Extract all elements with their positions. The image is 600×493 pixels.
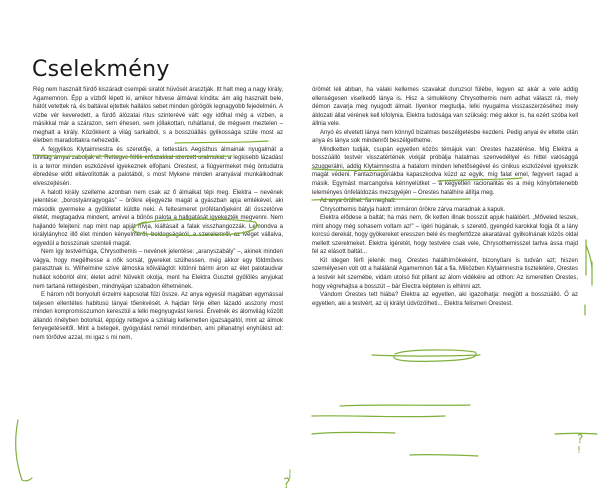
paragraph: A fejgyilkos Klytaimnestra és szeretője, a tettestárs Aegisthus álmainak nyugalmát a túlvilág árnyai zaboljak el. Rettegve féltik erőszakkal szerzett uralmukat, a legkisebb lázadást is a terror minden eszközével igyekeznek elfojtani. Orestest, a fiúgyermeket még öntudatra ébredése előtt eltávolították a palotából, s most Mykene minden aranyával munkálkodnak elveszejtésén.: [33, 146, 283, 188]
paragraph: Az anya örülhet: fia meghalt.: [320, 198, 397, 205]
paragraph: A halott király szelleme azonban nem csak az ő álmaikat tépi meg. Elektra – nevének jelentése: „borostyánragyogás” – örökre eljegyezte magát a gyászban apja emlékével, aki második gyermeke a gyűlöletet küldte neki. A feltesimeret prófétanőjeként áll összetörve életét, megtagadva mindent, amivel a bűnös palota a hallgatását igyekezték megvenni. Nem hajlandó felejteni: nap mint nap apját hívja, kiáltásait a falak visszhangozzák. Lemondva a királylányhoz illő élet minden kényelméről, boldogságáról, a szerelemről, az ivéget vállalva, egyedül a bosszúnak szenteli magát.: [33, 189, 283, 247]
paragraph: Rég nem használt fürdő kiszáradt csempéi siratót hüvösét árasztják. Itt halt meg a nagy király, Agamemnon. Épp a vízből lépett ki, amikor hitvese álmával kíndita: ám alig használt bele, hátót vetettek rá, és baltával ejtettek hallálos sebet minden görögök legnagyobb fejedelmén. A vízbe vér keveredett, a fürdő álózatai ritus szinterévé vált: egy időhal még a vízben, a másikkal már a szárazon, sem éhesen, sem jóllakottan, ruhátlanul, de mégsem meztelen – meghalt a király. Közökkent a világ sarkaiból, s a bosszúállás gyilkossága szüle most az életben maradottakra nehezedik.: [33, 87, 283, 145]
underline-mark: [340, 405, 470, 406]
paragraph: Vándom Orestes tett hiába? Elektra az egyetlen, aki igazolhatja: megjött a bosszúálló. Ő az egyetlen, aki a testvért, az új királyt üdvözölheti... Elektra felismeri Orestest.: [312, 292, 578, 307]
margin-m-mark: [586, 240, 592, 285]
exclamation-mark: /: [286, 467, 294, 481]
left-column: [33, 86, 283, 342]
underline-mark: [312, 432, 395, 434]
paragraph: örömét leli abban, ha valaki kellemes szavakat duruzsol fülébe, legyen az akár a vele addig ellenségesen viselkedő lánya is. Hisz a simulékony Chrysothemis nem adhat választ rá, mely démon zavarja meg nyugodt álmait. Ilyenkor megtudja, lelki nyugalma visszaszerzéséhez mely áldozati állat vérének kell kifolynia. Elektra tudósága van szükség: még akkor is, ha ezért szóba kell állnia vele.: [312, 87, 578, 128]
paragraph: Anyó és elvetett lánya nem könnyű bizalmas beszélgetésbe kezdeni. Pedig anyai év eltelte után anya és lánya sok mindenről beszélgethetne.: [312, 129, 578, 145]
right-column: [312, 86, 578, 308]
question-mark: ?: [283, 476, 291, 492]
paragraph: Chrysothemis bátyja halott: immáron örökre zárva maradnak a kapuk.: [320, 206, 506, 213]
paragraph: Mindketten tudják, csupán egyetlen közös témájuk van: Orestes hazatérése. Míg Elektra a bosszúálló testvér visszatértének vixkját próbálja hatalmas szenvedéllyel és hittel valósággá szuggerálni, addig Klytaimnestra a hatalom minden lehetőségével és cinikus eszközével igyekszik magát védeni. Fantazmagóriákba kapaszkodva küzd az egyik, míg falat emel, fegyvert ragad a másik. Egymást marcangolva kénnyelütket – a kegyetlen racionalitás és a még könyörtelenebb leleményes önfeláldozás mezsgyéjén – Orestes halálhíre állítja meg.: [312, 146, 578, 196]
paragraph: Nem így testvérhúga, Chrysothemis – nevének jelentése: „aranyszabály” –, akinek minden vágya, hogy megélhesse a nők sorsát, gyereket szülhessen, még akkor egy földműves parasztnak is. Wilhelmine szíve álmoska kőiválágtól: kitűnni bármi áron az élet palotaudvar hulláot kóbórlól élni; életet adni! Növekít okolja, ment ha Elektra Gusztel gyűlölés anyjukat nem tartaná rettegésben, mindnyájan szabadon élhetnének.: [33, 249, 283, 290]
underline-mark: [555, 433, 597, 434]
underline-mark: [410, 455, 478, 456]
question-mark: ?: [577, 432, 584, 446]
circle-mark: [394, 350, 476, 361]
page-title: Cselekmény: [32, 56, 170, 82]
underline-mark: [312, 416, 445, 417]
bracket-tick-mark: [22, 478, 32, 481]
paragraph: Elektra elődese a baltát; ha más nem, ők ketten illnak bosszút apjuk halálóért. „Mőveled leszek, mint ahogy még sohasem voltam az!” – ígéri húgának, s szerető, gyengéd karokkal fogja őt a lány korcsú derekát, hogy gyökereket eresszen belé és megfertőzze akaratával: gyilkolnának közös oldal mellett szerelmeket. Elektra ígéretét, hogy testvére csak vele, Chrysothemisszel tartva ássa majd fel az elásott baltát...: [312, 215, 578, 256]
paragraph: E három nőt bonyolult érzelmi kapcsolat fűzi össze. Az anya egyesül magában egymással teljesen ellentétes habitusú lányai tőenkvését. A hajdan férje ellen lázadó asszony most minden kompromisszumon keresztül a lelki megnyugvást keresi. Érvelnék és álomvilág között állandó rinélyben botorkál, éppúgy rettegve a sziklaig kellemetlen igazságaitól, mint az álmok fenyegetéseitől. Mint a betegek, gyógyulást remél mindenben, ami pillanatnyi enyhülést ad: nem törődve azzal, mi igaz s mi nem,: [33, 292, 283, 341]
question-mark: !: [577, 445, 582, 456]
paragraph: Kit idegen férfi jelenik meg. Orestes halálhírnökeként, bizonyítani is tudván azt; hiszen személyesen volt ott a halálánál Agamemnon fiát a fia. Miközben Klytaimnestra tiszteletére, Orestes a testvér két szemébe, vidám utolsó fiút pillant az álom vidékére ad otthon: Az ismeretlen Orestes, hogy végrehajtsa a bosszút – bár Electra képtelen is elhinni azt.: [312, 257, 578, 290]
margin-bracket-mark: [16, 420, 22, 480]
underline-mark: [372, 355, 480, 356]
